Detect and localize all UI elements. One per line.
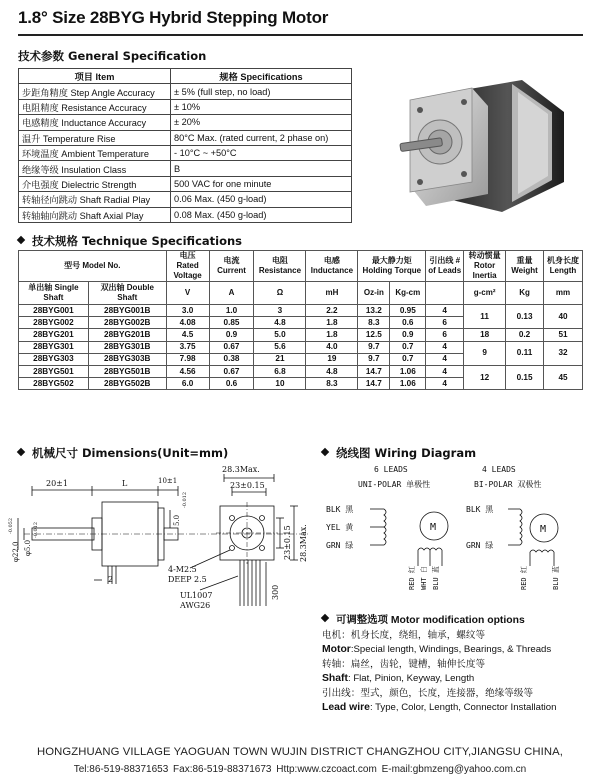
cell-mh: 8.3: [306, 378, 358, 390]
general-spec-heading: 技术参数 General Specification: [18, 49, 207, 63]
spec-item: 介电强度 Dielectric Strength: [19, 176, 171, 191]
resistance-header: 电阻 Resistance: [254, 251, 306, 282]
dim-300: 300: [271, 584, 280, 600]
model-header: 型号 Model No.: [19, 251, 167, 282]
cell-leads: 4: [426, 305, 464, 317]
left-lead-grn: GRN 绿: [326, 541, 354, 550]
unit-v: V: [166, 282, 209, 305]
torque-header: 最大静力矩 Holding Torque: [358, 251, 426, 282]
technique-heading-text: 技术规格 Technique Specifications: [32, 234, 243, 248]
cell-single: 28BYG303: [19, 353, 89, 365]
inertia-header: 转动惯量 Rotor Inertia: [464, 251, 506, 282]
bi-polar-label: BI-POLAR 双极性: [474, 480, 542, 489]
cell-kgcm: 0.9: [390, 329, 426, 341]
spec-value: ± 20%: [171, 115, 352, 130]
spec-header: 规格 Specifications: [171, 69, 352, 84]
cell-inertia: 11: [464, 305, 506, 329]
cell-inertia: 9: [464, 341, 506, 365]
cell-single: 28BYG002: [19, 317, 89, 329]
current-header: 电流 Current: [209, 251, 254, 282]
table-row: [19, 99, 352, 114]
technique-unit-row: [19, 282, 583, 305]
technique-header-row: [19, 251, 583, 282]
cell-single: 28BYG502: [19, 378, 89, 390]
double-shaft-header: 双出轴 Double Shaft: [88, 282, 166, 305]
cell-kgcm: 0.95: [390, 305, 426, 317]
table-row: [19, 161, 352, 176]
cell-a: 0.9: [209, 329, 254, 341]
dim-d5-tol: -0.012: [33, 521, 39, 538]
cell-inertia: 12: [464, 365, 506, 389]
spec-item: 电感精度 Inductance Accuracy: [19, 115, 171, 130]
front-view: [190, 474, 298, 606]
modification-heading: [322, 614, 592, 629]
six-leads-label: 6 LEADS: [374, 465, 408, 474]
table-row: [19, 130, 352, 145]
dim-28max-w: 28.3Max.: [222, 465, 260, 474]
inductance-header: 电感 Inductance: [306, 251, 358, 282]
cell-double: 28BYG002B: [88, 317, 166, 329]
spec-item: 绝缘等级 Insulation Class: [19, 161, 171, 176]
general-spec-table: [18, 68, 352, 223]
mod-motor-text: :Special length, Windings, Bearings, & Threads: [350, 644, 552, 655]
cell-v: 4.5: [166, 329, 209, 341]
mod-shaft-text: : Flat, Pinion, Keyway, Length: [347, 673, 475, 684]
unit-mh: mH: [306, 282, 358, 305]
spec-item: 温升 Temperature Rise: [19, 130, 171, 145]
right-coils: [508, 509, 558, 566]
left-motor-symbol: M: [430, 522, 437, 533]
right-bottom-red: RED 红: [520, 566, 528, 590]
unit-a: A: [209, 282, 254, 305]
cell-kgcm: 0.7: [390, 353, 426, 365]
left-coils: [370, 509, 448, 566]
cell-ozin: 14.7: [358, 365, 390, 377]
dim-5-tol: -0.012: [182, 491, 188, 508]
cell-single: 28BYG001: [19, 305, 89, 317]
spec-item: 转轴径向跳动 Shaft Radial Play: [19, 192, 171, 207]
length-header: 机身长度 Length: [544, 251, 583, 282]
spec-value: 80°C Max. (rated current, 2 phase on): [171, 130, 352, 145]
dim-screw: 4-M2.5: [168, 565, 197, 574]
cell-double: 28BYG201B: [88, 329, 166, 341]
technique-spec-heading: [18, 233, 242, 249]
cell-a: 0.85: [209, 317, 254, 329]
cell-leads: 4: [426, 365, 464, 377]
cell-single: 28BYG201: [19, 329, 89, 341]
cell-ozin: 9.7: [358, 341, 390, 353]
cell-a: 0.67: [209, 365, 254, 377]
diamond-bullet-icon: [17, 236, 25, 244]
wiring-heading-text: 绕线图 Wiring Diagram: [336, 446, 477, 460]
mod-line-motor-cn: 电机：机身长度，绕组，轴承，螺纹等: [322, 629, 486, 641]
mod-line-lead-cn: 引出线：型式，颜色，长度，连接器，绝缘等级等: [322, 687, 534, 699]
single-shaft-header: 单出轴 Single Shaft: [19, 282, 89, 305]
cell-double: 28BYG501B: [88, 365, 166, 377]
cell-weight: 0.13: [506, 305, 544, 329]
cell-leads: 4: [426, 353, 464, 365]
unit-leads-blank: [426, 282, 464, 305]
unit-mm: mm: [544, 282, 583, 305]
cell-weight: 0.15: [506, 365, 544, 389]
cell-weight: 0.11: [506, 341, 544, 365]
cell-v: 3.75: [166, 341, 209, 353]
cell-a: 0.67: [209, 341, 254, 353]
page-title: 1.8° Size 28BYG Hybrid Stepping Motor: [18, 8, 329, 27]
motor-photo: [392, 72, 568, 222]
dim-23-w: 23±0.15: [230, 481, 265, 490]
item-header: 项目 Item: [19, 69, 171, 84]
table-row: [19, 192, 352, 207]
dim-d22-tol: -0.052: [8, 517, 14, 534]
weight-header: 重量 Weight: [506, 251, 544, 282]
cell-length: 51: [544, 329, 583, 341]
cell-v: 4.08: [166, 317, 209, 329]
dim-28max-h: 28.3Max.: [299, 524, 308, 562]
table-row: [19, 365, 583, 377]
cell-mh: 1.8: [306, 317, 358, 329]
cell-v: 3.0: [166, 305, 209, 317]
uni-polar-label: UNI-POLAR 单极性: [358, 480, 431, 489]
left-bottom-red: RED 红: [408, 566, 416, 590]
unit-kg: Kg: [506, 282, 544, 305]
cell-ohm: 3: [254, 305, 306, 317]
cell-inertia: 18: [464, 329, 506, 341]
table-row: [19, 176, 352, 191]
spec-item: 电阻精度 Resistance Accuracy: [19, 99, 171, 114]
cell-ohm: 4.8: [254, 317, 306, 329]
right-lead-grn: GRN 绿: [466, 541, 494, 550]
cell-leads: 4: [426, 378, 464, 390]
cell-ohm: 21: [254, 353, 306, 365]
general-spec-header-row: [19, 69, 352, 84]
spec-value: 0.08 Max. (450 g-load): [171, 207, 352, 222]
four-leads-label: 4 LEADS: [482, 465, 516, 474]
cell-mh: 4.8: [306, 365, 358, 377]
right-bottom-blu: BLU 蓝: [552, 566, 560, 590]
spec-value: ± 10%: [171, 99, 352, 114]
right-motor-symbol: M: [540, 524, 547, 535]
spec-value: 500 VAC for one minute: [171, 176, 352, 191]
cell-single: 28BYG501: [19, 365, 89, 377]
cell-mh: 4.0: [306, 341, 358, 353]
left-bottom-wht: WHT 白: [420, 566, 428, 590]
cell-ohm: 5.0: [254, 329, 306, 341]
table-row: [19, 305, 583, 317]
mod-shaft-label: Shaft: [322, 673, 348, 684]
cell-weight: 0.2: [506, 329, 544, 341]
dim-d5: φ5.0: [24, 539, 32, 556]
table-row: [19, 145, 352, 160]
left-bottom-blu: BLU 蓝: [432, 566, 440, 590]
cell-double: 28BYG502B: [88, 378, 166, 390]
footer-address: HONGZHUANG VILLAGE YAOGUAN TOWN WUJIN DISTRICT CHANGZHOU CITY,JIANGSU CHINA,: [36, 746, 564, 758]
cell-a: 0.38: [209, 353, 254, 365]
cell-leads: 6: [426, 329, 464, 341]
table-row: [19, 329, 583, 341]
spec-item: 转轴轴向跳动 Shaft Axial Play: [19, 207, 171, 222]
cell-mh: 1.8: [306, 329, 358, 341]
dim-2: 2: [108, 575, 114, 584]
right-lead-blk: BLK 黑: [466, 505, 494, 514]
dimensions-drawing: [10, 452, 315, 622]
cell-double: 28BYG303B: [88, 353, 166, 365]
title-rule: [18, 34, 583, 36]
diamond-bullet-icon: [321, 614, 329, 622]
dimensions-heading-text: 机械尺寸 Dimensions(Unit=mm): [32, 446, 229, 460]
cell-length: 32: [544, 341, 583, 365]
cell-v: 7.98: [166, 353, 209, 365]
dim-20: 20±1: [46, 479, 68, 488]
cell-kgcm: 1.06: [390, 365, 426, 377]
technique-spec-table: [18, 250, 583, 390]
cell-a: 1.0: [209, 305, 254, 317]
cell-ohm: 6.8: [254, 365, 306, 377]
spec-value: - 10°C ~ +50°C: [171, 145, 352, 160]
cell-kgcm: 1.06: [390, 378, 426, 390]
cell-mh: 2.2: [306, 305, 358, 317]
cell-length: 45: [544, 365, 583, 389]
mod-motor-label: Motor: [322, 644, 351, 655]
unit-gcm2: g-cm²: [464, 282, 506, 305]
cell-leads: 4: [426, 341, 464, 353]
unit-ohm: Ω: [254, 282, 306, 305]
cell-ozin: 9.7: [358, 353, 390, 365]
cell-length: 40: [544, 305, 583, 329]
dim-L: L: [122, 479, 128, 488]
cell-ozin: 12.5: [358, 329, 390, 341]
spec-item: 环境温度 Ambient Temperature: [19, 145, 171, 160]
cell-double: 28BYG301B: [88, 341, 166, 353]
dim-23-h: 23±0.15: [283, 525, 292, 560]
footer-contact: Tel:86-519-88371653 Fax:86-519-88371673 Http:www.czcoact.com E-mail:gbmzeng@yahoo.com.cn: [73, 764, 527, 775]
dim-wire2: AWG26: [180, 601, 211, 610]
mod-lead-text: : Type, Color, Length, Connector Installation: [369, 702, 557, 713]
cell-kgcm: 0.7: [390, 341, 426, 353]
mod-line-shaft-en: [322, 672, 592, 687]
wiring-diagram: [322, 450, 592, 608]
cell-kgcm: 0.6: [390, 317, 426, 329]
cell-ohm: 10: [254, 378, 306, 390]
mod-line-lead-en: [322, 701, 592, 716]
dim-5: 5.0: [173, 514, 181, 526]
mod-line-motor-en: [322, 643, 592, 658]
cell-v: 4.56: [166, 365, 209, 377]
modification-heading-text: 可调整选项 Motor modification options: [336, 615, 525, 626]
spec-value: 0.06 Max. (450 g-load): [171, 192, 352, 207]
cell-leads: 6: [426, 317, 464, 329]
cell-ohm: 5.6: [254, 341, 306, 353]
cell-ozin: 13.2: [358, 305, 390, 317]
modification-options: [322, 614, 592, 716]
spec-value: ± 5% (full step, no load): [171, 84, 352, 99]
table-row: [19, 207, 352, 222]
cell-ozin: 14.7: [358, 378, 390, 390]
left-lead-blk: BLK 黑: [326, 505, 354, 514]
cell-v: 6.0: [166, 378, 209, 390]
cell-mh: 19: [306, 353, 358, 365]
spec-value: B: [171, 161, 352, 176]
dim-d22: φ22.0: [12, 541, 20, 562]
dim-10: 10±1: [158, 477, 178, 485]
table-row: [19, 115, 352, 130]
spec-item: 步距角精度 Step Angle Accuracy: [19, 84, 171, 99]
leads-header: 引出线 # of Leads: [426, 251, 464, 282]
left-lead-yel: YEL 黄: [326, 523, 354, 532]
table-row: [19, 84, 352, 99]
mod-line-shaft-cn: 转轴：扁丝，齿轮，键槽，轴伸长度等: [322, 658, 486, 670]
cell-double: 28BYG001B: [88, 305, 166, 317]
unit-kgcm: Kg-cm: [390, 282, 426, 305]
cell-ozin: 8.3: [358, 317, 390, 329]
dim-wire1: UL1007: [180, 591, 213, 600]
voltage-header: 电压 Rated Voltage: [166, 251, 209, 282]
mod-lead-label: Lead wire: [322, 702, 370, 713]
unit-ozin: Oz-in: [358, 282, 390, 305]
cell-a: 0.6: [209, 378, 254, 390]
cell-single: 28BYG301: [19, 341, 89, 353]
table-row: [19, 341, 583, 353]
dim-deep: DEEP 2.5: [168, 575, 207, 584]
